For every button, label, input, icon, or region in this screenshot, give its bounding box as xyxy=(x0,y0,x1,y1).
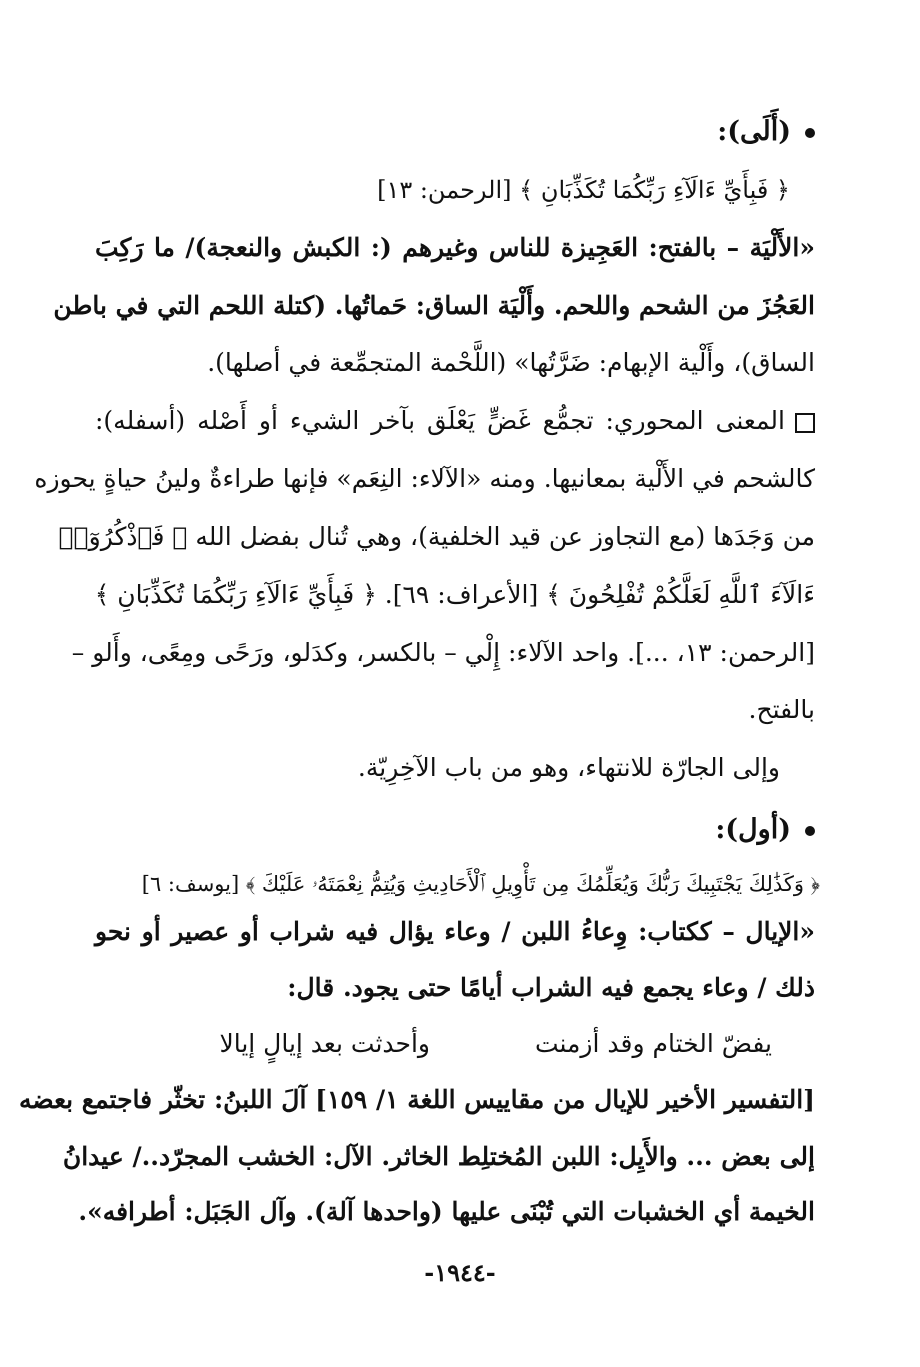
text-line: «الأَلْيَة – بالفتح: العَجِيزة للناس وغيرهم (: الكبش والنعجة)/ ما رَكِبَ xyxy=(95,233,815,262)
text-line: بالفتح. xyxy=(748,695,815,724)
square-icon xyxy=(795,413,815,433)
text-line: وإلى الجارّة للانتهاء، وهو من باب الآخِرِيّة. xyxy=(357,753,780,782)
text-line: كالشحم في الأَلْية بمعانيها. ومنه «الآلاء: النِعَم» فإنها طراءةٌ ولينُ حياةٍ يحوزه xyxy=(34,464,815,493)
text-line: الساق)، وأَلْية الإبهام: ضَرَّتُها» (اللَّحْمة المتجمِّعة في أصلها). xyxy=(207,348,815,377)
text-line: [الرحمن: ١٣، ...]. واحد الآلاء: إِلْي – بالكسر، وكدَلو، ورَحًى ومِعًى، وأَلو – xyxy=(71,638,815,667)
text-line: إلى بعض ... والأَيِل: اللبن المُختلِط الخاثر. الآل: الخشب المجرّد../ عيدانُ xyxy=(62,1142,815,1171)
text-line: ءَالَآءَ ٱللَّهِ لَعَلَّكُمْ تُفْلِحُونَ ﴾ [الأعراف: ٦٩]. ﴿ فَبِأَيِّ ءَالَآءِ رَبِّكُمَا تُكَذِّبَانِ ﴾ xyxy=(94,580,815,609)
text-line: المعنى المحوري: تجمُّع غَضٍّ يَعْلَق بآخر الشيء أو أَصْله (أسفله): xyxy=(95,403,815,439)
text-line: من وَجَدَها (مع التجاوز عن قيد الخلفية)، وهي تُنال بفضل الله ﴿ فَٱذْكُرُوٓا۟ xyxy=(58,522,815,551)
text-line: ذلك / وعاء يجمع فيه الشراب أيامًا حتى يجود. قال: xyxy=(287,973,815,1002)
text-line: الخيمة أي الخشبات التي تُبْنَى عليها (واحدها آلة). وآل الجَبَل: أطرافه». xyxy=(78,1197,815,1226)
quran-verse-rahman: ﴿ فَبِأَيِّ ءَالَآءِ رَبِّكُمَا تُكَذِّبَانِ ﴾ [الرحمن: ١٣] xyxy=(377,176,790,204)
bullet-icon xyxy=(805,826,815,836)
bullet-icon xyxy=(805,128,815,138)
page-number: -١٩٤٤- xyxy=(424,1258,496,1287)
text-line: «الإيال – ككتاب: وِعاءُ اللبن / وعاء يؤال فيه شراب أو عصير أو نحو xyxy=(95,917,815,946)
section-heading-ala: (أَلَى): xyxy=(95,114,815,150)
quran-verse-yusuf: ﴿ وَكَذَٰلِكَ يَجْتَبِيكَ رَبُّكَ وَيُعَلِّمُكَ مِن تَأْوِيلِ ٱلْأَحَادِيثِ وَيُتِمُّ نِعْمَتَهُۥ عَلَيْكَ ﴾ [يوسف: ٦] xyxy=(141,872,820,896)
text-line: [التفسير الأخير للإيال من مقاييس اللغة ١/ ١٥٩] آلَ اللبنُ: تخثّر فاجتمع بعضه xyxy=(18,1085,815,1114)
poem-hemistich-right: يفضّ الختام وقد أزمنت xyxy=(534,1029,772,1058)
text-line: العَجُزَ من الشحم واللحم. وأَلْيَة الساق: حَماتُها. (كتلة اللحم التي في باطن xyxy=(53,291,815,320)
poem-hemistich-left: وأحدثت بعد إيالٍ إيالا xyxy=(219,1029,430,1058)
section-heading-awl: (أول): xyxy=(95,812,815,848)
